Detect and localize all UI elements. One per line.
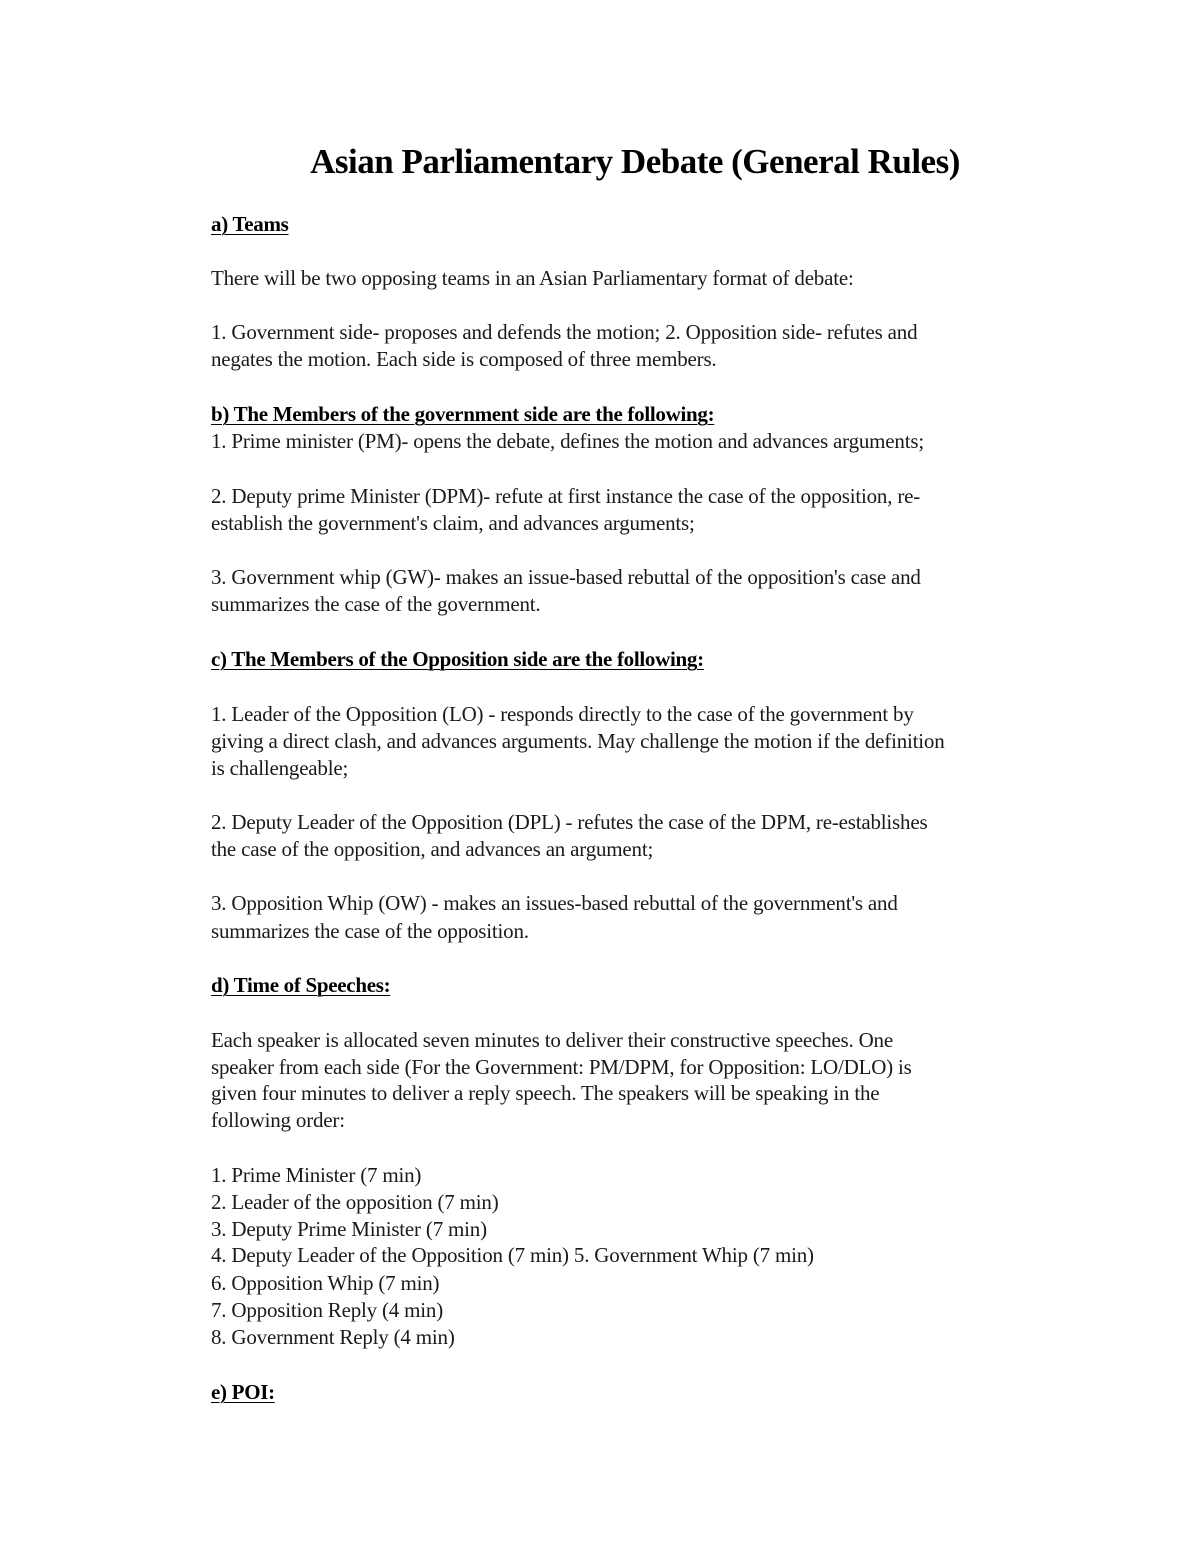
teams-body-line: 1. Government side- proposes and defends the motion; 2. Opposition side- refutes and [211, 320, 918, 344]
section-heading-time: d) Time of Speeches: [211, 973, 391, 997]
time-paragraph-line: Each speaker is allocated seven minutes to deliver their constructive speeches. One [211, 1028, 893, 1052]
government-member-pm: 1. Prime minister (PM)- opens the debate, defines the motion and advances arguments; [211, 429, 924, 453]
speaking-order-item: 3. Deputy Prime Minister (7 min) [211, 1217, 487, 1241]
section-heading-teams: a) Teams [211, 212, 289, 236]
opposition-member-lo: is challengeable; [211, 756, 349, 780]
government-member-gw: 3. Government whip (GW)- makes an issue-based rebuttal of the opposition's case and [211, 565, 921, 589]
speaking-order-item: 7. Opposition Reply (4 min) [211, 1298, 444, 1322]
section-heading-poi: e) POI: [211, 1380, 275, 1404]
opposition-member-dpl: the case of the opposition, and advances an argument; [211, 837, 654, 861]
opposition-member-dpl: 2. Deputy Leader of the Opposition (DPL) - refutes the case of the DPM, re-establishes [211, 810, 928, 834]
section-heading-government: b) The Members of the government side are the following: [211, 402, 715, 426]
time-paragraph-line: given four minutes to deliver a reply speech. The speakers will be speaking in the [211, 1081, 880, 1105]
speaking-order-item: 4. Deputy Leader of the Opposition (7 min) 5. Government Whip (7 min) [211, 1243, 814, 1267]
government-member-gw: summarizes the case of the government. [211, 592, 541, 616]
speaking-order-item: 6. Opposition Whip (7 min) [211, 1271, 440, 1295]
teams-intro: There will be two opposing teams in an Asian Parliamentary format of debate: [211, 266, 854, 290]
government-member-dpm: 2. Deputy prime Minister (DPM)- refute at first instance the case of the opposition, re- [211, 484, 921, 508]
opposition-member-lo: giving a direct clash, and advances arguments. May challenge the motion if the definition [211, 729, 945, 753]
document-title: Asian Parliamentary Debate (General Rules) [310, 142, 960, 181]
speaking-order-item: 2. Leader of the opposition (7 min) [211, 1190, 499, 1214]
opposition-member-lo: 1. Leader of the Opposition (LO) - responds directly to the case of the government by [211, 702, 914, 726]
section-heading-opposition: c) The Members of the Opposition side are the following: [211, 647, 704, 671]
government-member-dpm: establish the government's claim, and advances arguments; [211, 511, 695, 535]
speaking-order-item: 1. Prime Minister (7 min) [211, 1163, 422, 1187]
speaking-order-item: 8. Government Reply (4 min) [211, 1325, 455, 1349]
time-paragraph-line: following order: [211, 1108, 345, 1132]
time-paragraph-line: speaker from each side (For the Government: PM/DPM, for Opposition: LO/DLO) is [211, 1055, 912, 1079]
opposition-member-ow: 3. Opposition Whip (OW) - makes an issues-based rebuttal of the government's and [211, 891, 898, 915]
opposition-member-ow: summarizes the case of the opposition. [211, 919, 529, 943]
teams-body-line: negates the motion. Each side is composed of three members. [211, 347, 717, 371]
